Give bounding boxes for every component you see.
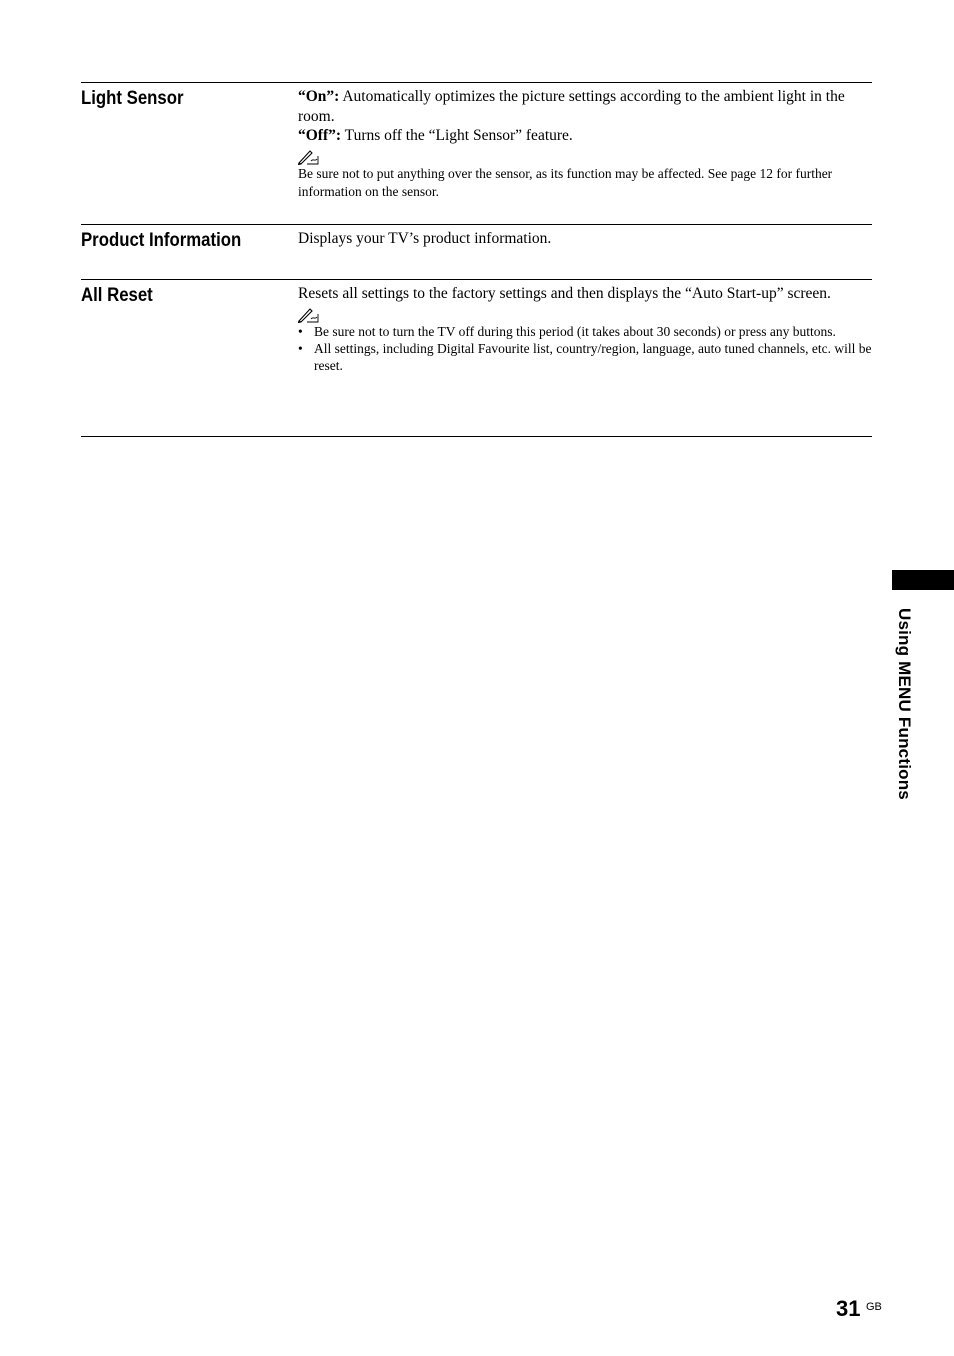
note-text: Be sure not to put anything over the sensor, as its function may be affected. See page 12 for further information on the sensor. (298, 165, 833, 199)
option-on-text: Automatically optimizes the picture settings according to the ambient light in the room. (298, 88, 845, 125)
table-row-all-reset (81, 280, 872, 437)
page-number: 31 (836, 1296, 861, 1321)
table-row-light-sensor (81, 83, 872, 225)
list-item-text: Be sure not to turn the TV off during this period (it takes about 30 seconds) or press any buttons. (314, 323, 836, 339)
list-item-text: All settings, including Digital Favourite list, country/region, language, auto tuned channels, etc. will be reset. (314, 340, 872, 373)
bullet-mark: • (298, 323, 303, 339)
note-bullet-list (298, 323, 872, 374)
option-off (298, 126, 872, 146)
list-item (298, 323, 872, 340)
row-description (298, 83, 872, 224)
note-pencil-icon (298, 149, 320, 165)
option-off-text: Turns off the “Light Sensor” feature. (341, 127, 573, 144)
option-off-label: “Off”: (298, 127, 342, 144)
option-on (298, 87, 872, 126)
note-pencil-icon (298, 307, 320, 323)
table-row-product-information (81, 225, 872, 280)
section-tab-marker (892, 570, 954, 590)
list-item (298, 340, 872, 374)
row-term: Product Information (81, 229, 242, 251)
row-description: Displays your TV’s product information. (298, 230, 552, 247)
bullet-mark: • (298, 340, 303, 356)
settings-table (81, 82, 872, 437)
row-term: All Reset (81, 284, 153, 306)
section-side-label: Using MENU Functions (895, 608, 914, 800)
row-description (298, 280, 872, 436)
row-text: Resets all settings to the factory settings and then displays the “Auto Start-up” screen. (298, 285, 831, 302)
option-on-label: “On”: (298, 88, 340, 105)
page-number-suffix: GB (866, 1301, 882, 1313)
row-term: Light Sensor (81, 87, 184, 109)
